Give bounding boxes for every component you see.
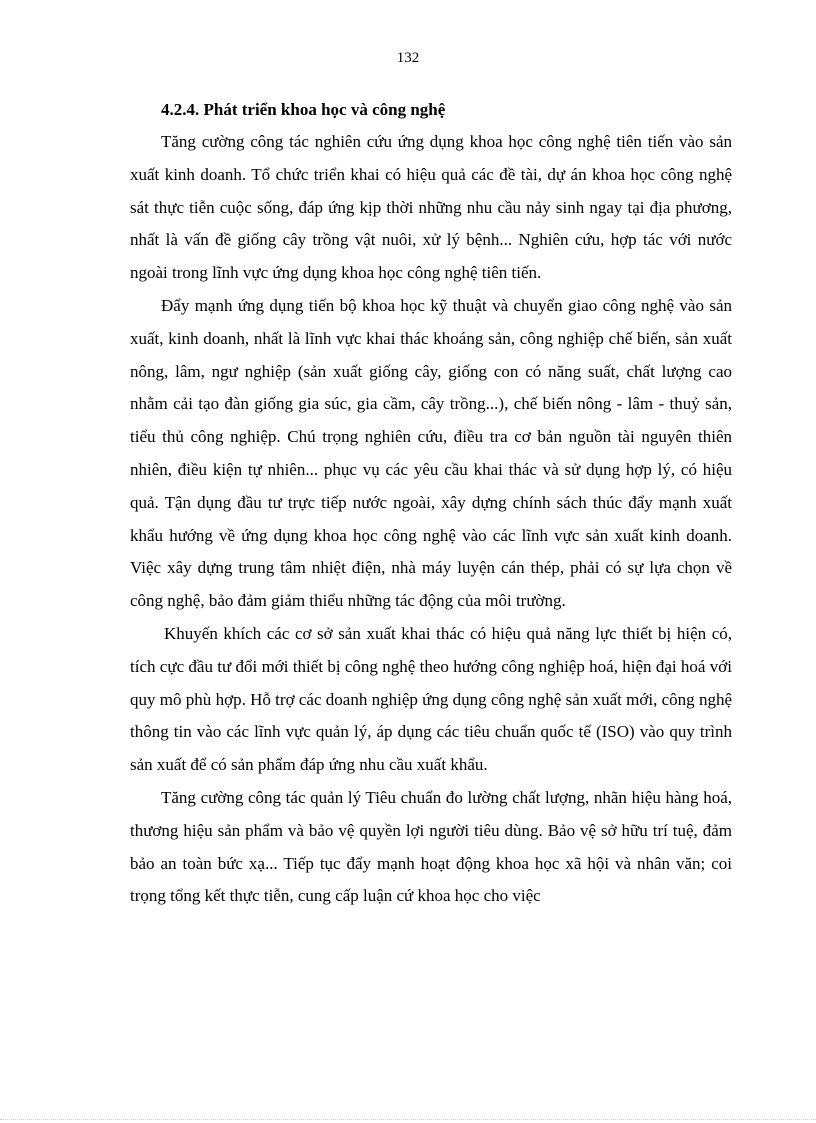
paragraph-technology-transfer: Đẩy mạnh ứng dụng tiến bộ khoa học kỹ thuật và chuyển giao công nghệ vào sản xuất, kinh doanh, nhất là lĩnh vực khai thác khoáng sản, công nghiệp chế biến, sản xuất nông, lâm, ngư nghiệp (sản xuất giống cây, giống con có năng suất, chất lượng cao nhằm cải tạo đàn giống gia súc, gia cầm, cây trồng...), chế biến nông - lâm - thuỷ sản, tiểu thủ công nghiệp. Chú trọng nghiên cứu, điều tra cơ bản nguồn tài nguyên thiên nhiên, điều kiện tự nhiên... phục vụ các yêu cầu khai thác và sử dụng hợp lý, có hiệu quả. Tận dụng đầu tư trực tiếp nước ngoài, xây dựng chính sách thúc đẩy mạnh xuất khẩu hướng về ứng dụng khoa học công nghệ vào các lĩnh vực sản xuất kinh doanh. Việc xây dựng trung tâm nhiệt điện, nhà máy luyện cán thép, phải có sự lựa chọn về công nghệ, bảo đảm giảm thiểu những tác động của môi trường. (130, 295, 732, 611)
page-number: 132 (396, 50, 420, 66)
paragraph-equipment-innovation: Khuyến khích các cơ sở sản xuất khai thác có hiệu quả năng lực thiết bị hiện có, tích cực đầu tư đổi mới thiết bị công nghệ theo hướng công nghiệp hoá, hiện đại hoá với quy mô phù hợp. Hỗ trợ các doanh nghiệp ứng dụng công nghệ sản xuất mới, công nghệ thông tin vào các lĩnh vực quản lý, áp dụng các tiêu chuẩn quốc tế (ISO) vào quy trình sản xuất để có sản phẩm đáp ứng nhu cầu xuất khẩu. (130, 623, 732, 775)
section-heading: 4.2.4. Phát triển khoa học và công nghệ (161, 100, 446, 119)
paragraph-research-application: Tăng cường công tác nghiên cứu ứng dụng khoa học công nghệ tiên tiến vào sản xuất kinh doanh. Tổ chức triển khai có hiệu quả các đề tài, dự án khoa học công nghệ sát thực tiễn cuộc sống, đáp ứng kịp thời những nhu cầu nảy sinh ngay tại địa phương, nhất là vấn đề giống cây trồng vật nuôi, xử lý bệnh... Nghiên cứu, hợp tác với nước ngoài trong lĩnh vực ứng dụng khoa học công nghệ tiên tiến. (130, 132, 732, 283)
paragraph-quality-management: Tăng cường công tác quản lý Tiêu chuẩn đo lường chất lượng, nhãn hiệu hàng hoá, thương hiệu sản phẩm và bảo vệ quyền lợi người tiêu dùng. Bảo vệ sở hữu trí tuệ, đảm bảo an toàn bức xạ... Tiếp tục đẩy mạnh hoạt động khoa học xã hội và nhân văn; coi trọng tổng kết thực tiễn, cung cấp luận cứ khoa học cho việc (130, 787, 732, 906)
document-body (130, 94, 732, 913)
page-bottom-rule (0, 1119, 816, 1120)
